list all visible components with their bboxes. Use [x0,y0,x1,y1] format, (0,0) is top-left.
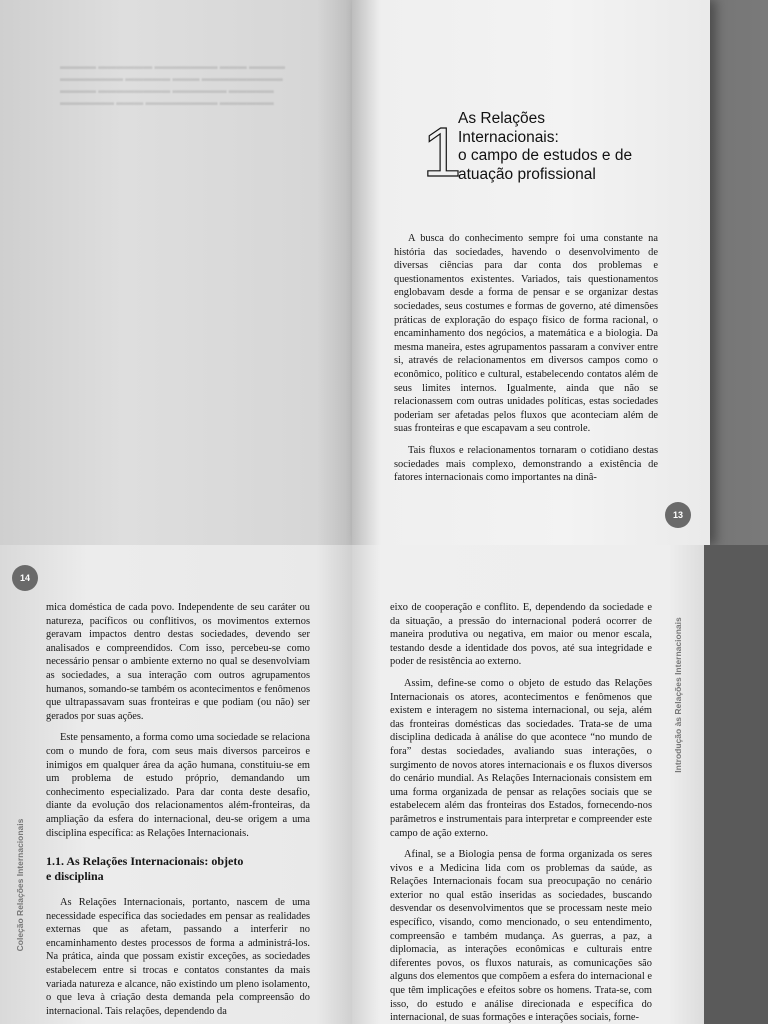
paragraph: As Relações Internacionais, portanto, nascem de uma necessidade específica das sociedades em pensar as realidades externas que as afetam, passando a interferir no encaminhamento destes processos de forma a administrá-los. Na prática, ainda que possam existir exceções, as sociedades estabelecem entre si trocas e contatos constantes da mais variada natureza e alcance, não existindo um pleno isolamento, o que leva à criação desta demanda pela compreensão do internacional. Tais relações, dependendo da [46,897,310,1017]
page-13-right [352,0,710,545]
running-head: Introdução às Relações Internacionais [673,617,683,773]
chapter-title-line: o campo de estudos e de [458,147,633,164]
paragraph: A busca do conhecimento sempre foi uma constante na história das sociedades, havendo o desenvolvimento de diversas ciências para dar conta dos problemas e questionamentos existentes. Variados, tais questionamentos englobavam desde a forma de pensar e se organizar destas sociedades, seus costumes e formas de governo, até dimensões práticas de exploração do espaço físico de forma racional, o encaminhamento dos negócios, a matemática e a biologia. Da mesma maneira, estes agrupamentos passaram a conviver entre si, através de relacionamentos em diversos campos como o econômico, político e cultural, estabelecendo contatos além de seus limites internos. Igualmente, ainda que não se relacionassem com outras unidades políticas, estas sociedades poderiam ser afetadas pelos fluxos que aconteciam além de suas fronteiras e que escapavam a seu controle. [394,233,658,435]
page-number-badge: 14 [12,565,38,591]
chapter-number-outline [422,118,462,182]
paragraph: Afinal, se a Biologia pensa de forma organizada os seres vivos e a Medicina lida com os problemas da saúde, as Relações Internacionais focam sua preocupação no cenário exterior no qual estão inseridas as sociedades, buscando desvendar os desenvolvimentos que se processam neste meio específico, visando, como mencionado, o seu entendimento, compreensão e também mudança. As guerras, a paz, a diplomacia, as interações econômicas e culturais entre diferentes povos, os fluxos naturais, as comunicações são alguns dos elementos que compõem a esfera do internacional e que têm implicações e efeitos sobre os homens. Trata-se, com isso, do estudo e análise direcionada e específica do internacional, de suas formações e interações sociais, forne- [390,849,652,1024]
chapter-title-line: Internacionais: [458,128,559,146]
paragraph: mica doméstica de cada povo. Independente de seu caráter ou natureza, pacíficos ou conflitivos, os movimentos externos geravam impactos dentro destas sociedades, devendo ser analisados e compreendidos. Com isso, percebeu-se como necessário pensar o ambiente externo no qual se desenvolviam as sociedades, a sua interação com outros agrupamentos humanos, somando-se também os acontecimentos e fenômenos que ultrapassavam suas fronteiras e que podiam (ou não) ser gerados por suas ações. [46,602,310,722]
section-title-line: 1.1. As Relações Internacionais: objeto [46,854,244,869]
chapter-number-text: 1 [422,118,462,182]
paragraph: Assim, define-se como o objeto de estudo das Relações Internacionais os atores, acontecimentos e fenômenos que existem e interagem no sistema internacional, ou seja, além das fronteiras domésticas das sociedades. Trata-se de uma disciplina dedicada à análise do que acontece “no mundo de fora” destas sociedades, avaliando suas interações, o surgimento de novos atores internacionais e os fluxos diversos do cenário mundial. As Relações Internacionais consistem em uma forma organizada de pensar as relações sociais que se estabelecem além das fronteiras dos Estados, fornecendo-nos parâmetros e instrumentais para interpretar e compreender este campo de ação externo. [390,677,652,839]
page-15-body [390,601,652,1024]
page-12-left [0,0,352,545]
page-14-left [0,545,352,1024]
bleed-through-text: ▬▬▬▬ ▬▬▬▬▬▬ ▬▬▬▬▬▬▬ ▬▬▬ ▬▬▬▬ ▬▬▬▬▬▬▬ ▬▬▬▬▬ ▬▬▬ ▬▬▬▬▬▬▬▬▬ ▬▬▬▬ ▬▬▬▬▬▬▬▬ ▬▬▬▬▬▬ ▬▬▬▬▬ ▬▬▬▬▬▬ ▬▬▬ ▬▬▬▬▬▬▬▬ ▬▬▬▬▬▬ [60,61,285,107]
section-title-line: e disciplina [46,869,104,884]
chapter-title [458,110,632,184]
running-head: Coleção Relações Internacionais [15,818,25,952]
page-number-badge: 13 [665,502,691,528]
paragraph: eixo de cooperação e conflito. E, dependendo da sociedade e da situação, a pressão do internacional poderá ocorrer de maneira produtiva ou negativa, em maior ou menor escala, testando desde a identidade dos povos, até sua integridade e poder de resistência ao externo. [390,602,652,668]
page-15-right [352,545,704,1024]
page-14-body [46,601,310,1018]
paragraph: Este pensamento, a forma como uma sociedade se relaciona com o mundo de fora, com seus mais diversos parceiros e inimigos em qualquer área da ação humana, constituiu-se em um problema de estudo próprio, demandando um conhecimento especializado. Para dar conta deste desafio, diante da evolução dos relacionamentos além-fronteiras, da ampliação da esfera do internacional, deu-se origem a uma disciplina específica: as Relações Internacionais. [46,732,310,839]
paragraph: Tais fluxos e relacionamentos tornaram o cotidiano destas sociedades mais complexo, demonstrando a existência de fatores internacionais como importantes na dinâ- [394,444,658,484]
chapter-title-line: As Relações [458,110,546,127]
page-13-body [394,232,658,485]
section-title [46,854,310,884]
bottom-spread [0,545,768,1024]
chapter-title-line: atuação profissional [458,165,596,183]
